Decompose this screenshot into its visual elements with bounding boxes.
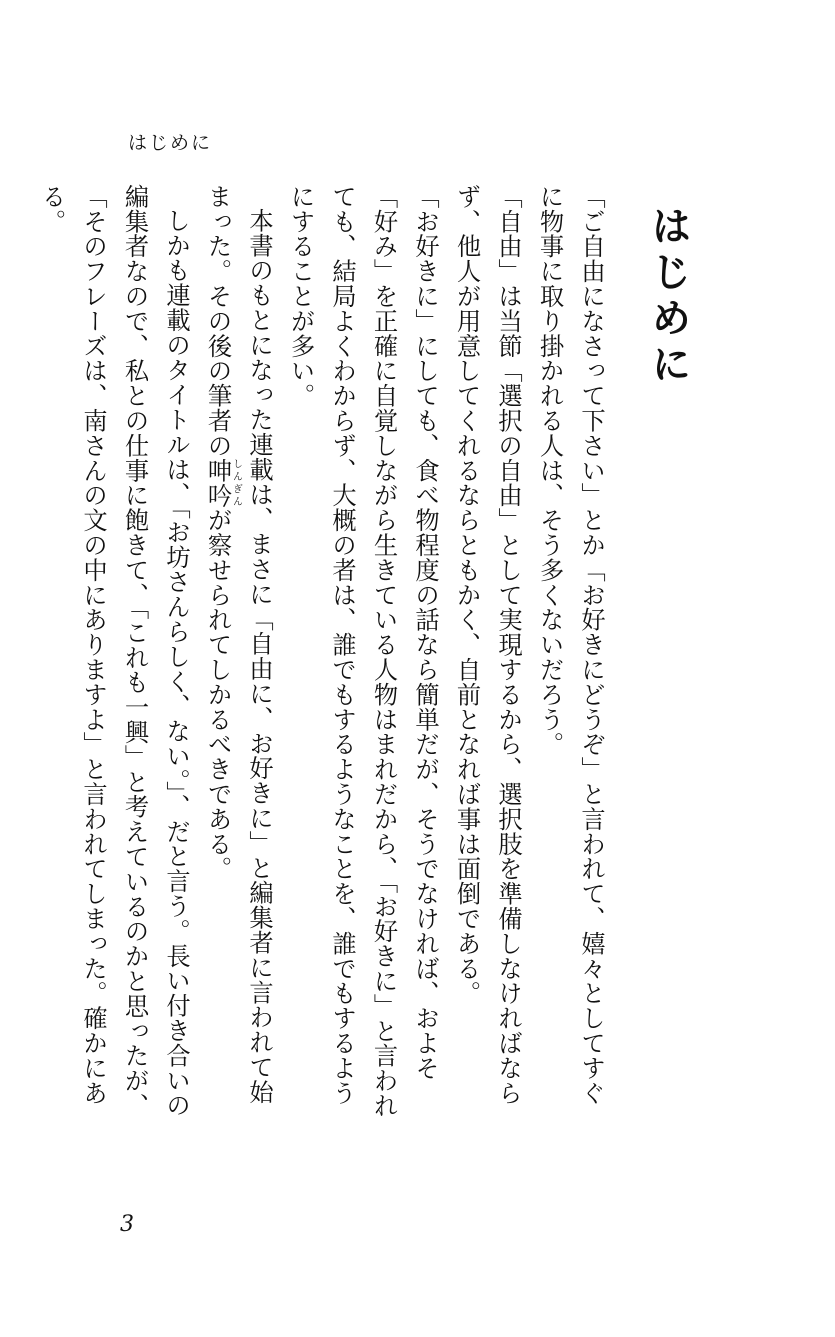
paragraph-1: 「ご自由になさって下さい」とか「お好きにどうぞ」と言われて、嬉々としてすぐに物事に取り掛かれる人は、そう多くないだろう。 bbox=[535, 184, 606, 1106]
chapter-title: はじめに bbox=[645, 205, 691, 389]
paragraph-4: 本書のもとになった連載は、まさに「自由に、お好きに」と編集者に言われて始まった。その後の筆者の呻吟しんぎんが察せられてしかるべきである。 bbox=[203, 184, 274, 1105]
page-number: 3 bbox=[120, 1212, 134, 1237]
body-text bbox=[37, 184, 612, 1124]
paragraph-2: 「自由」は当節「選択の自由」として実現するから、選択肢を準備しなければならず、他人が用意してくれるならともかく、自前となれば事は面倒である。 bbox=[452, 184, 523, 1106]
running-head: はじめに bbox=[128, 132, 213, 154]
paragraph-3: 「お好きに」にしても、食べ物程度の話なら簡単だが、そうでなければ、およそ「好み」を正確に自覚しながら生きている人物はまれだから、「お好きに」と言われても、結局よくわからず、大概の者は、誰でもするようなことを、誰でもするようにすることが多い。 bbox=[286, 184, 440, 1119]
paragraph-5: しかも連載のタイトルは、「お坊さんらしく、ない。」、だと言う。長い付き合いの編集者なので、私との仕事に飽きて、「これも一興」と考えているのかと思ったが、「そのフレーズは、南さんの文の中にありますよ」と言われてしまった。確かにある。 bbox=[37, 184, 191, 1119]
ruby-shingin: 呻吟しんぎん bbox=[203, 457, 242, 508]
